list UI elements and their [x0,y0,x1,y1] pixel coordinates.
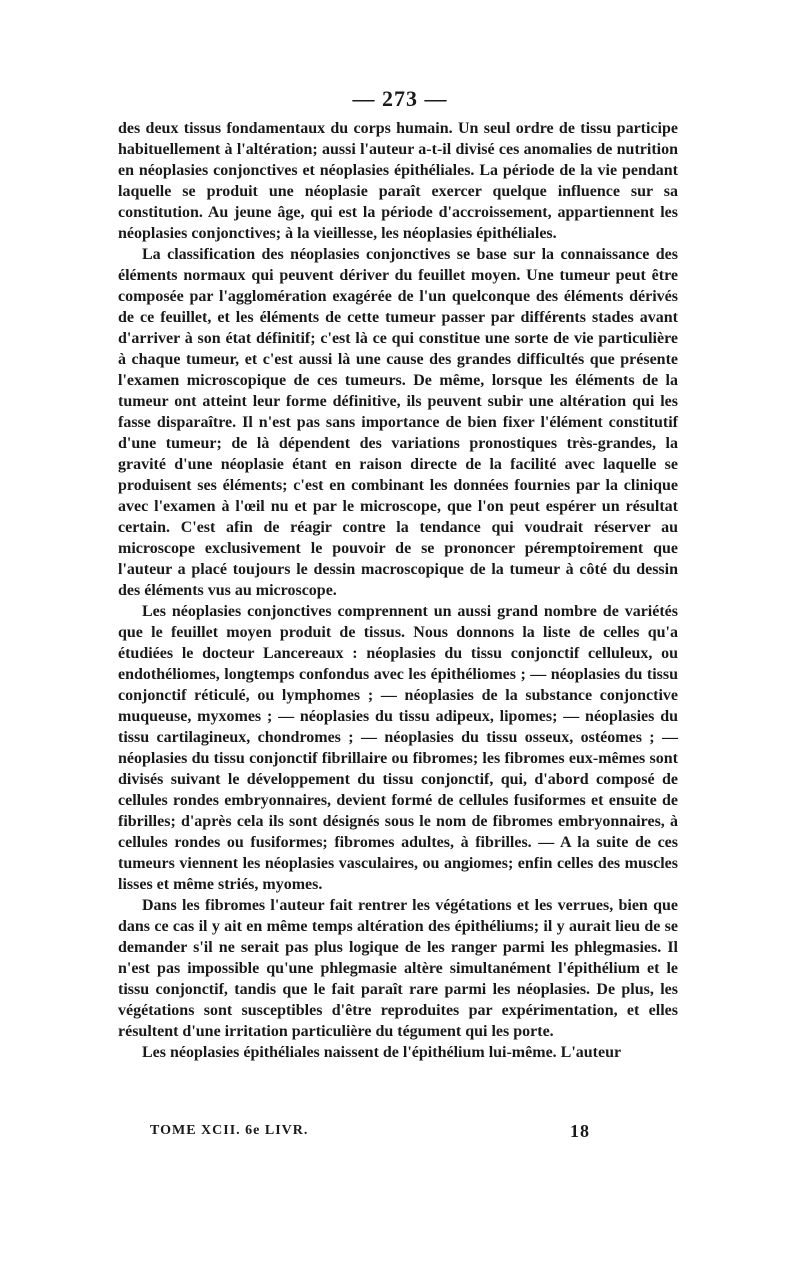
paragraph-3: Les néoplasies conjonctives comprennent un aussi grand nombre de variétés que le feuillet moyen produit de tissus. Nous donnons la liste de celles qu'a étudiées le docteur Lancereaux : néoplasies du tissu conjonctif celluleux, ou endothéliomes, longtemps confondus avec les épithéliomes ; — néoplasies du tissu conjonctif réticulé, ou lymphomes ; — néoplasies de la substance conjonctive muqueuse, myxomes ; — néoplasies du tissu adipeux, lipomes; — néoplasies du tissu cartilagineux, chondromes ; — néoplasies du tissu osseux, ostéomes ; — néoplasies du tissu conjonctif fibrillaire ou fibromes; les fibromes eux-mêmes sont divisés suivant le développement du tissu conjonctif, qui, d'abord composé de cellules rondes embryonnaires, devient formé de cellules fusiformes et ensuite de fibrilles; d'après cela ils sont désignés sous le nom de fibromes embryonnaires, à cellules rondes ou fusiformes; fibromes adultes, à fibrilles. — A la suite de ces tumeurs viennent les néoplasies vasculaires, ou angiomes; enfin celles des muscles lisses et même striés, myomes. [118,603,678,893]
body-text [118,118,678,1063]
paragraph-4: Dans les fibromes l'auteur fait rentrer les végétations et les verrues, bien que dans ce cas il y ait en même temps altération des épithéliums; il y aurait lieu de se demander s'il ne serait pas plus logique de les ranger parmi les phlegmasies. Il n'est pas impossible qu'une phlegmasie altère simultanément l'épithélium et le tissu conjonctif, tandis que le fait paraît rare parmi les néoplasies. De plus, les végétations sont susceptibles d'être reproduites par expérimentation, et elles résultent d'une irritation particulière du tégument qui les porte. [118,897,678,1040]
footer-signature: TOME XCII. 6e LIVR. [150,1123,309,1138]
signature-number: 18 [570,1121,590,1141]
page-number: — 273 — [352,86,448,111]
paragraph-5: Les néoplasies épithéliales naissent de l'épithélium lui-même. L'auteur [142,1044,622,1061]
paragraph-1: des deux tissus fondamentaux du corps humain. Un seul ordre de tissu participe habituellement à l'altération; aussi l'auteur a-t-il divisé ces anomalies de nutrition en néoplasies conjonctives et néoplasies épithéliales. La période de la vie pendant laquelle se produit une néoplasie paraît exercer quelque influence sur sa constitution. Au jeune âge, qui est la période d'accroissement, appartiennent les néoplasies conjonctives; à la vieillesse, les néoplasies épithéliales. [118,120,678,242]
paragraph-2: La classification des néoplasies conjonctives se base sur la connaissance des éléments normaux qui peuvent dériver du feuillet moyen. Une tumeur peut être composée par l'agglomération exagérée de l'un quelconque des éléments dérivés de ce feuillet, et les éléments de cette tumeur passer par différents stades avant d'arriver à son état définitif; c'est là ce qui constitue une sorte de vie particulière à chaque tumeur, et c'est aussi là une cause des grandes difficultés que présente l'examen microscopique de ces tumeurs. De même, lorsque les éléments de la tumeur ont atteint leur forme définitive, ils peuvent subir une altération qui les fasse disparaître. Il n'est pas sans importance de bien fixer l'élément constitutif d'une tumeur; de là dépendent des variations pronostiques très-grandes, la gravité d'une néoplasie étant en raison directe de la facilité avec laquelle se produisent ses éléments; c'est en combinant les données fournies par la clinique avec l'examen à l'œil nu et par le microscope, que l'on peut espérer un résultat certain. C'est afin de réagir contre la tendance qui voudrait réserver au microscope exclusivement le pouvoir de se prononcer péremptoirement que l'auteur a placé toujours le dessin macroscopique de la tumeur à côté du dessin des éléments vus au microscope. [118,246,678,599]
